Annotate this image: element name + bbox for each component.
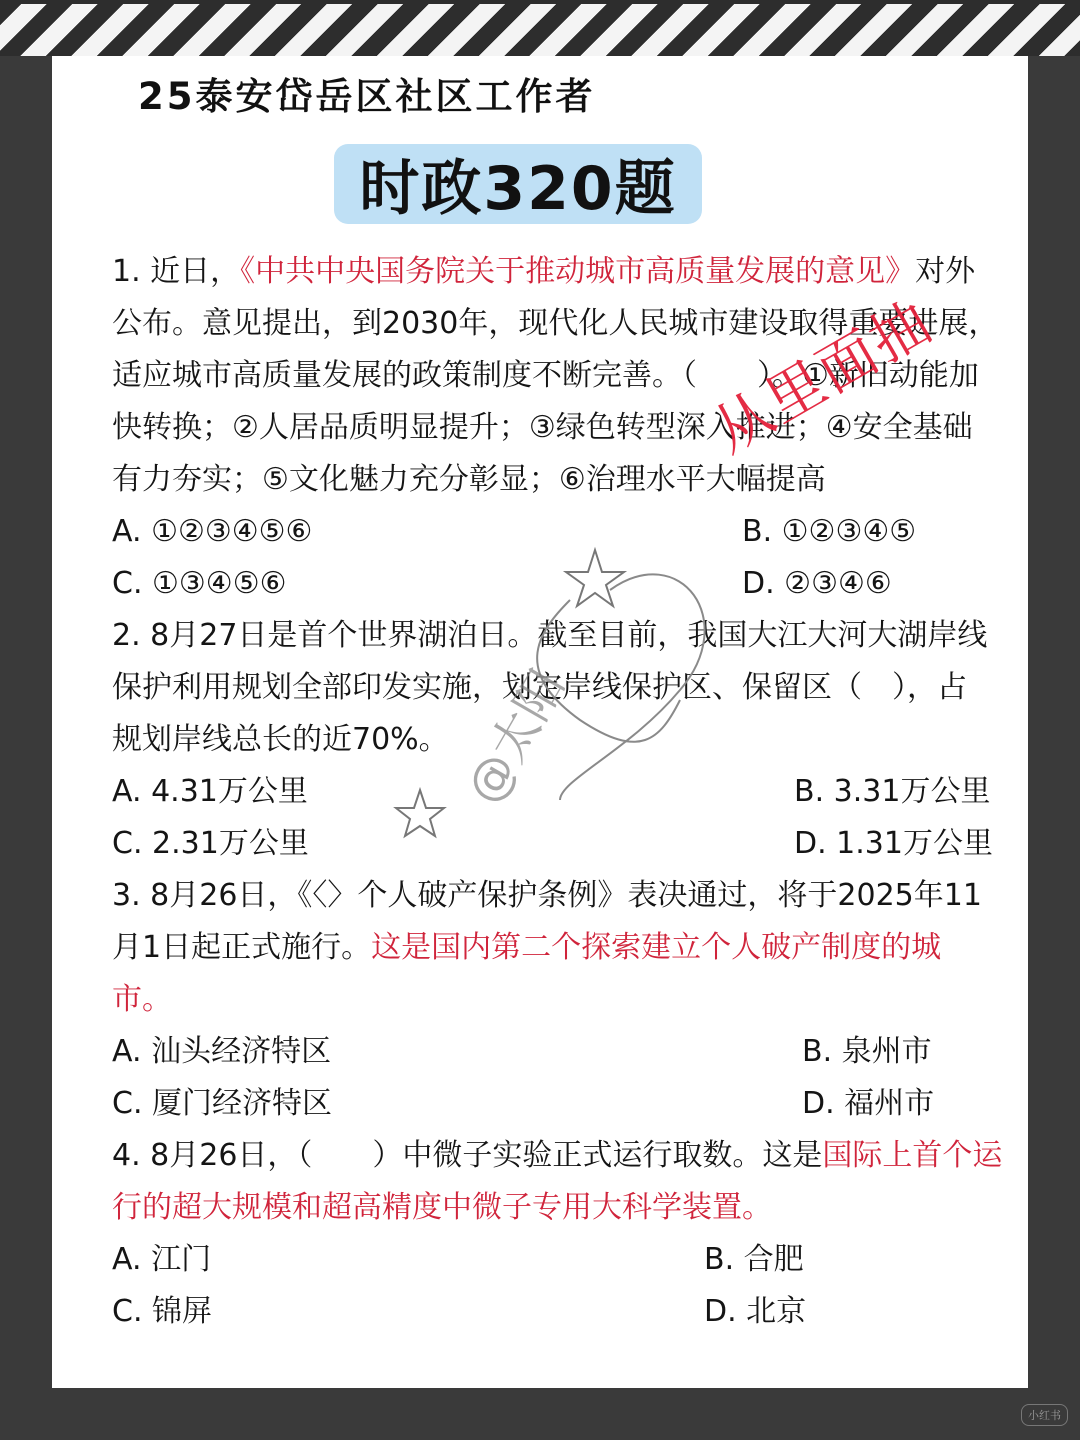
option-b: B. 合肥 — [704, 1242, 804, 1277]
question-3-line-3: 市。 — [112, 982, 172, 1017]
question-4-line-2: 行的超大规模和超高精度中微子专用大科学装置。 — [112, 1190, 772, 1225]
option-a: A. 江门 — [112, 1242, 212, 1277]
option-c: C. 锦屏 — [112, 1294, 213, 1329]
question-1-line-1: 1. 近日，《中共中央国务院关于推动城市高质量发展的意见》对外 — [112, 254, 976, 289]
star-icon — [396, 790, 444, 836]
question-1-line-4: 快转换；②人居品质明显提升；③绿色转型深入推进；④安全基础 — [112, 410, 973, 445]
question-2-line-2: 保护利用规划全部印发实施，划定岸线保护区、保留区（ ），占 — [112, 670, 967, 705]
option-d: D. 北京 — [704, 1294, 807, 1329]
question-3-options-row-2 — [112, 1078, 992, 1130]
highlight-text: 国际上首个运 — [822, 1138, 1003, 1173]
option-a: A. 4.31万公里 — [112, 774, 308, 809]
question-2-line-3: 规划岸线总长的近70%。 — [112, 722, 449, 757]
option-c: C. ①③④⑤⑥ — [112, 566, 287, 601]
option-b: B. ①②③④⑤ — [742, 514, 917, 549]
question-1-line-3: 适应城市高质量发展的政策制度不断完善。（ ）。①新旧动能加 — [112, 358, 979, 393]
highlight-text: 《中共中央国务院关于推动城市高质量发展的意见》 — [240, 254, 916, 289]
question-2-line-1: 2. 8月27日是首个世界湖泊日。截至目前，我国大江大河大湖岸线 — [112, 618, 988, 653]
handwritten-annotation: 从里面抽 — [701, 286, 944, 466]
option-c: C. 厦门经济特区 — [112, 1086, 333, 1121]
title-badge — [334, 144, 702, 224]
page-title: 时政320题 — [359, 154, 677, 224]
question-1-line-5: 有力夯实；⑤文化魅力充分彰显；⑥治理水平大幅提高 — [112, 462, 826, 497]
question-4-options-row-2 — [112, 1286, 992, 1338]
question-3-options-row-1 — [112, 1026, 992, 1078]
star-icon — [566, 550, 624, 606]
option-b: B. 泉州市 — [802, 1034, 932, 1069]
film-stripe-band — [0, 0, 1080, 56]
question-3-line-2: 月1日起正式施行。这是国内第二个探索建立个人破产制度的城 — [112, 930, 942, 965]
option-a: A. ①②③④⑤⑥ — [112, 514, 313, 549]
option-d: D. ②③④⑥ — [742, 566, 892, 601]
option-c: C. 2.31万公里 — [112, 826, 309, 861]
page-subtitle: 25泰安岱岳区社区工作者 — [138, 75, 596, 118]
highlight-text: 这是国内第二个探索建立个人破产制度的城 — [371, 930, 942, 965]
app-logo: 小红书 — [1021, 1404, 1068, 1426]
question-1-line-2: 公布。意见提出，到2030年，现代化人民城市建设取得重要进展， — [112, 306, 999, 341]
option-a: A. 汕头经济特区 — [112, 1034, 332, 1069]
question-4-options-row-1 — [112, 1234, 992, 1286]
option-b: B. 3.31万公里 — [794, 774, 991, 809]
option-d: D. 1.31万公里 — [794, 826, 993, 861]
question-3-line-1: 3. 8月26日，《〈〉个人破产保护条例》表决通过，将于2025年11 — [112, 878, 982, 913]
watermark-at-text: @太阳 — [455, 660, 577, 814]
question-4-line-1: 4. 8月26日，（ ）中微子实验正式运行取数。这是国际上首个运 — [112, 1138, 1003, 1173]
option-d: D. 福州市 — [802, 1086, 935, 1121]
